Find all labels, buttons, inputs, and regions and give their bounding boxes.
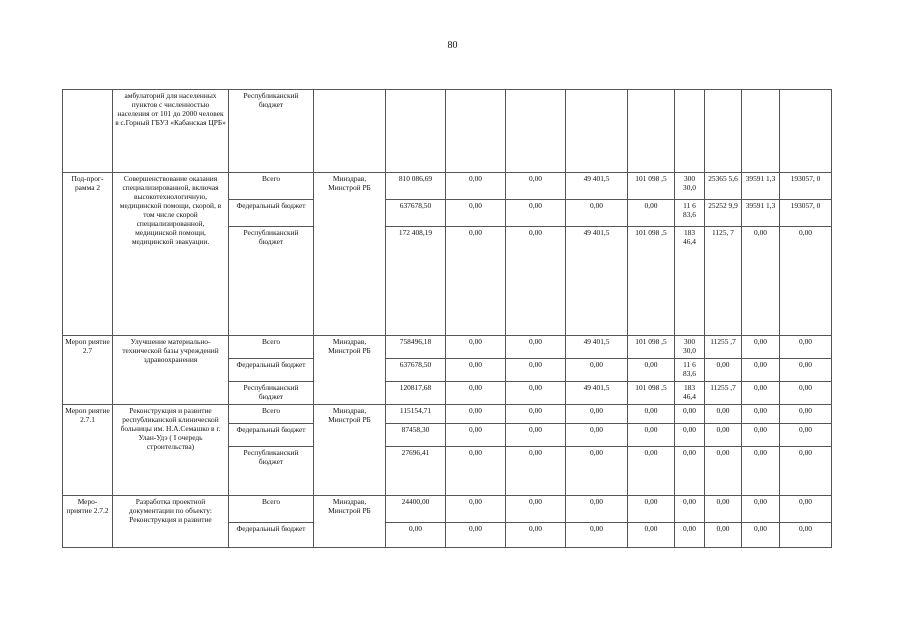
executor-cell: Минздрав, Минстрой РБ [314, 496, 386, 548]
value-cell: 0,00 [742, 424, 780, 447]
value-cell: 0,00 [506, 227, 566, 336]
value-cell: 0,00 [675, 447, 705, 496]
value-cell: 25365 5,6 [705, 173, 742, 200]
page-number: 80 [447, 40, 458, 51]
value-cell [566, 90, 628, 173]
value-cell: 0,00 [566, 447, 628, 496]
value-cell: 0,00 [705, 523, 742, 548]
value-cell: 0,00 [506, 200, 566, 227]
value-cell: 39591 1,3 [742, 200, 780, 227]
value-cell: 637678,50 [386, 200, 446, 227]
value-cell: 193057, 0 [780, 200, 832, 227]
value-cell: 0,00 [446, 424, 506, 447]
value-cell: 0,00 [506, 173, 566, 200]
value-cell: 0,00 [780, 359, 832, 382]
value-cell: 0,00 [675, 496, 705, 523]
value-cell: 0,00 [506, 523, 566, 548]
value-cell: 300 30,0 [675, 173, 705, 200]
funding-source-cell: Федеральный бюджет [229, 523, 314, 548]
value-cell: 0,00 [628, 523, 675, 548]
value-cell: 0,00 [566, 424, 628, 447]
executor-cell [314, 90, 386, 173]
funding-source-cell: Всего [229, 336, 314, 359]
value-cell: 0,00 [780, 523, 832, 548]
value-cell: 39591 1,3 [742, 173, 780, 200]
value-cell: 0,00 [566, 496, 628, 523]
value-cell: 0,00 [780, 227, 832, 336]
value-cell [675, 90, 705, 173]
table-row [63, 90, 832, 173]
value-cell [386, 90, 446, 173]
funding-source-cell: Всего [229, 405, 314, 424]
table-row [63, 173, 832, 200]
value-cell [780, 90, 832, 173]
value-cell: 0,00 [506, 405, 566, 424]
value-cell: 0,00 [742, 447, 780, 496]
value-cell: 0,00 [742, 496, 780, 523]
value-cell: 101 098 ,5 [628, 336, 675, 359]
value-cell [742, 90, 780, 173]
description-cell: Разработка проектной документации по объекту: Реконструкция и развитие [113, 496, 229, 548]
value-cell: 0,00 [628, 424, 675, 447]
executor-cell: Минздрав, Минстрой РБ [314, 173, 386, 336]
value-cell: 810 086,69 [386, 173, 446, 200]
value-cell: 0,00 [742, 227, 780, 336]
description-cell: амбулаторий для населенных пунктов с численностью населения от 101 до 2000 человек в с.Горный ГБУЗ «Кабанская ЦРБ» [113, 90, 229, 173]
value-cell: 0,00 [628, 496, 675, 523]
value-cell: 0,00 [506, 336, 566, 359]
description-cell: Совершенствование оказания специализированной, включая высокотехнологичную, медицинской помощи, скорой, в том числе скорой специализированной, медицинской помощи, медицинской эвакуации. [113, 173, 229, 336]
value-cell [446, 90, 506, 173]
value-cell: 0,00 [446, 523, 506, 548]
value-cell: 49 401,5 [566, 227, 628, 336]
value-cell: 115154,71 [386, 405, 446, 424]
value-cell: 0,00 [742, 405, 780, 424]
value-cell: 0,00 [780, 496, 832, 523]
value-cell [506, 90, 566, 173]
value-cell: 0,00 [780, 405, 832, 424]
code-cell: Мероп риятие 2.7.1 [63, 405, 113, 496]
value-cell: 0,00 [628, 447, 675, 496]
table-row [63, 405, 832, 424]
table-row [63, 336, 832, 359]
value-cell: 25252 9,9 [705, 200, 742, 227]
executor-cell: Минздрав, Минстрой РБ [314, 405, 386, 496]
value-cell: 0,00 [446, 496, 506, 523]
description-cell: Реконструкция и развитие республиканской клинической больницы им. Н.А.Семашко в г. Улан-Удэ ( I очередь строительства) [113, 405, 229, 496]
value-cell: 183 46,4 [675, 227, 705, 336]
value-cell: 0,00 [675, 523, 705, 548]
value-cell: 0,00 [780, 382, 832, 405]
value-cell: 0,00 [506, 424, 566, 447]
value-cell: 0,00 [446, 173, 506, 200]
description-cell: Улучшение материально-технической базы учреждений здравоохранения [113, 336, 229, 405]
value-cell: 637678,50 [386, 359, 446, 382]
value-cell: 0,00 [780, 336, 832, 359]
value-cell: 0,00 [566, 359, 628, 382]
value-cell: 0,00 [675, 405, 705, 424]
value-cell: 193057, 0 [780, 173, 832, 200]
funding-source-cell: Всего [229, 496, 314, 523]
value-cell: 0,00 [506, 447, 566, 496]
value-cell: 0,00 [446, 405, 506, 424]
value-cell: 0,00 [628, 405, 675, 424]
value-cell: 0,00 [506, 359, 566, 382]
funding-source-cell: Федеральный бюджет [229, 359, 314, 382]
value-cell: 172 408,19 [386, 227, 446, 336]
value-cell: 49 401,5 [566, 382, 628, 405]
value-cell: 0,00 [780, 447, 832, 496]
funding-source-cell: Республиканский бюджет [229, 382, 314, 405]
value-cell: 49 401,5 [566, 336, 628, 359]
value-cell: 300 30,0 [675, 336, 705, 359]
value-cell: 0,00 [705, 447, 742, 496]
funding-source-cell: Республиканский бюджет [229, 90, 314, 173]
value-cell: 0,00 [742, 523, 780, 548]
code-cell [63, 90, 113, 173]
value-cell: 101 098 ,5 [628, 227, 675, 336]
value-cell: 0,00 [506, 382, 566, 405]
value-cell: 87458,30 [386, 424, 446, 447]
value-cell: 0,00 [780, 424, 832, 447]
funding-source-cell: Федеральный бюджет [229, 200, 314, 227]
value-cell: 0,00 [742, 382, 780, 405]
funding-source-cell: Федеральный бюджет [229, 424, 314, 447]
value-cell: 0,00 [446, 336, 506, 359]
value-cell: 0,00 [446, 382, 506, 405]
value-cell: 101 098 ,5 [628, 173, 675, 200]
value-cell: 0,00 [446, 227, 506, 336]
funding-source-cell: Всего [229, 173, 314, 200]
value-cell: 24400,00 [386, 496, 446, 523]
funding-source-cell: Республиканский бюджет [229, 447, 314, 496]
code-cell: Под-прог-рамма 2 [63, 173, 113, 336]
value-cell: 0,00 [386, 523, 446, 548]
value-cell: 1125, 7 [705, 227, 742, 336]
value-cell: 11255 ,7 [705, 336, 742, 359]
value-cell: 0,00 [566, 523, 628, 548]
value-cell: 0,00 [705, 405, 742, 424]
value-cell: 101 098 ,5 [628, 382, 675, 405]
value-cell: 0,00 [566, 405, 628, 424]
value-cell: 0,00 [742, 336, 780, 359]
value-cell: 0,00 [446, 447, 506, 496]
value-cell: 27696,41 [386, 447, 446, 496]
value-cell: 120817,68 [386, 382, 446, 405]
budget-table [62, 89, 832, 548]
value-cell: 0,00 [566, 200, 628, 227]
value-cell: 49 401,5 [566, 173, 628, 200]
executor-cell: Минздрав, Минстрой РБ [314, 336, 386, 405]
table-row [63, 496, 832, 523]
code-cell: Меро-приятие 2.7.2 [63, 496, 113, 548]
value-cell: 0,00 [675, 424, 705, 447]
value-cell: 11 6 83,6 [675, 359, 705, 382]
value-cell: 0,00 [628, 200, 675, 227]
code-cell: Мероп риятие 2.7 [63, 336, 113, 405]
value-cell: 0,00 [506, 496, 566, 523]
value-cell: 758496,18 [386, 336, 446, 359]
value-cell: 0,00 [446, 200, 506, 227]
value-cell: 183 46,4 [675, 382, 705, 405]
value-cell [628, 90, 675, 173]
value-cell [705, 90, 742, 173]
funding-source-cell: Республиканский бюджет [229, 227, 314, 336]
value-cell: 11 6 83,6 [675, 200, 705, 227]
value-cell: 0,00 [446, 359, 506, 382]
value-cell: 0,00 [628, 359, 675, 382]
value-cell: 0,00 [705, 359, 742, 382]
value-cell: 0,00 [742, 359, 780, 382]
value-cell: 0,00 [705, 496, 742, 523]
value-cell: 0,00 [705, 424, 742, 447]
value-cell: 11255 ,7 [705, 382, 742, 405]
